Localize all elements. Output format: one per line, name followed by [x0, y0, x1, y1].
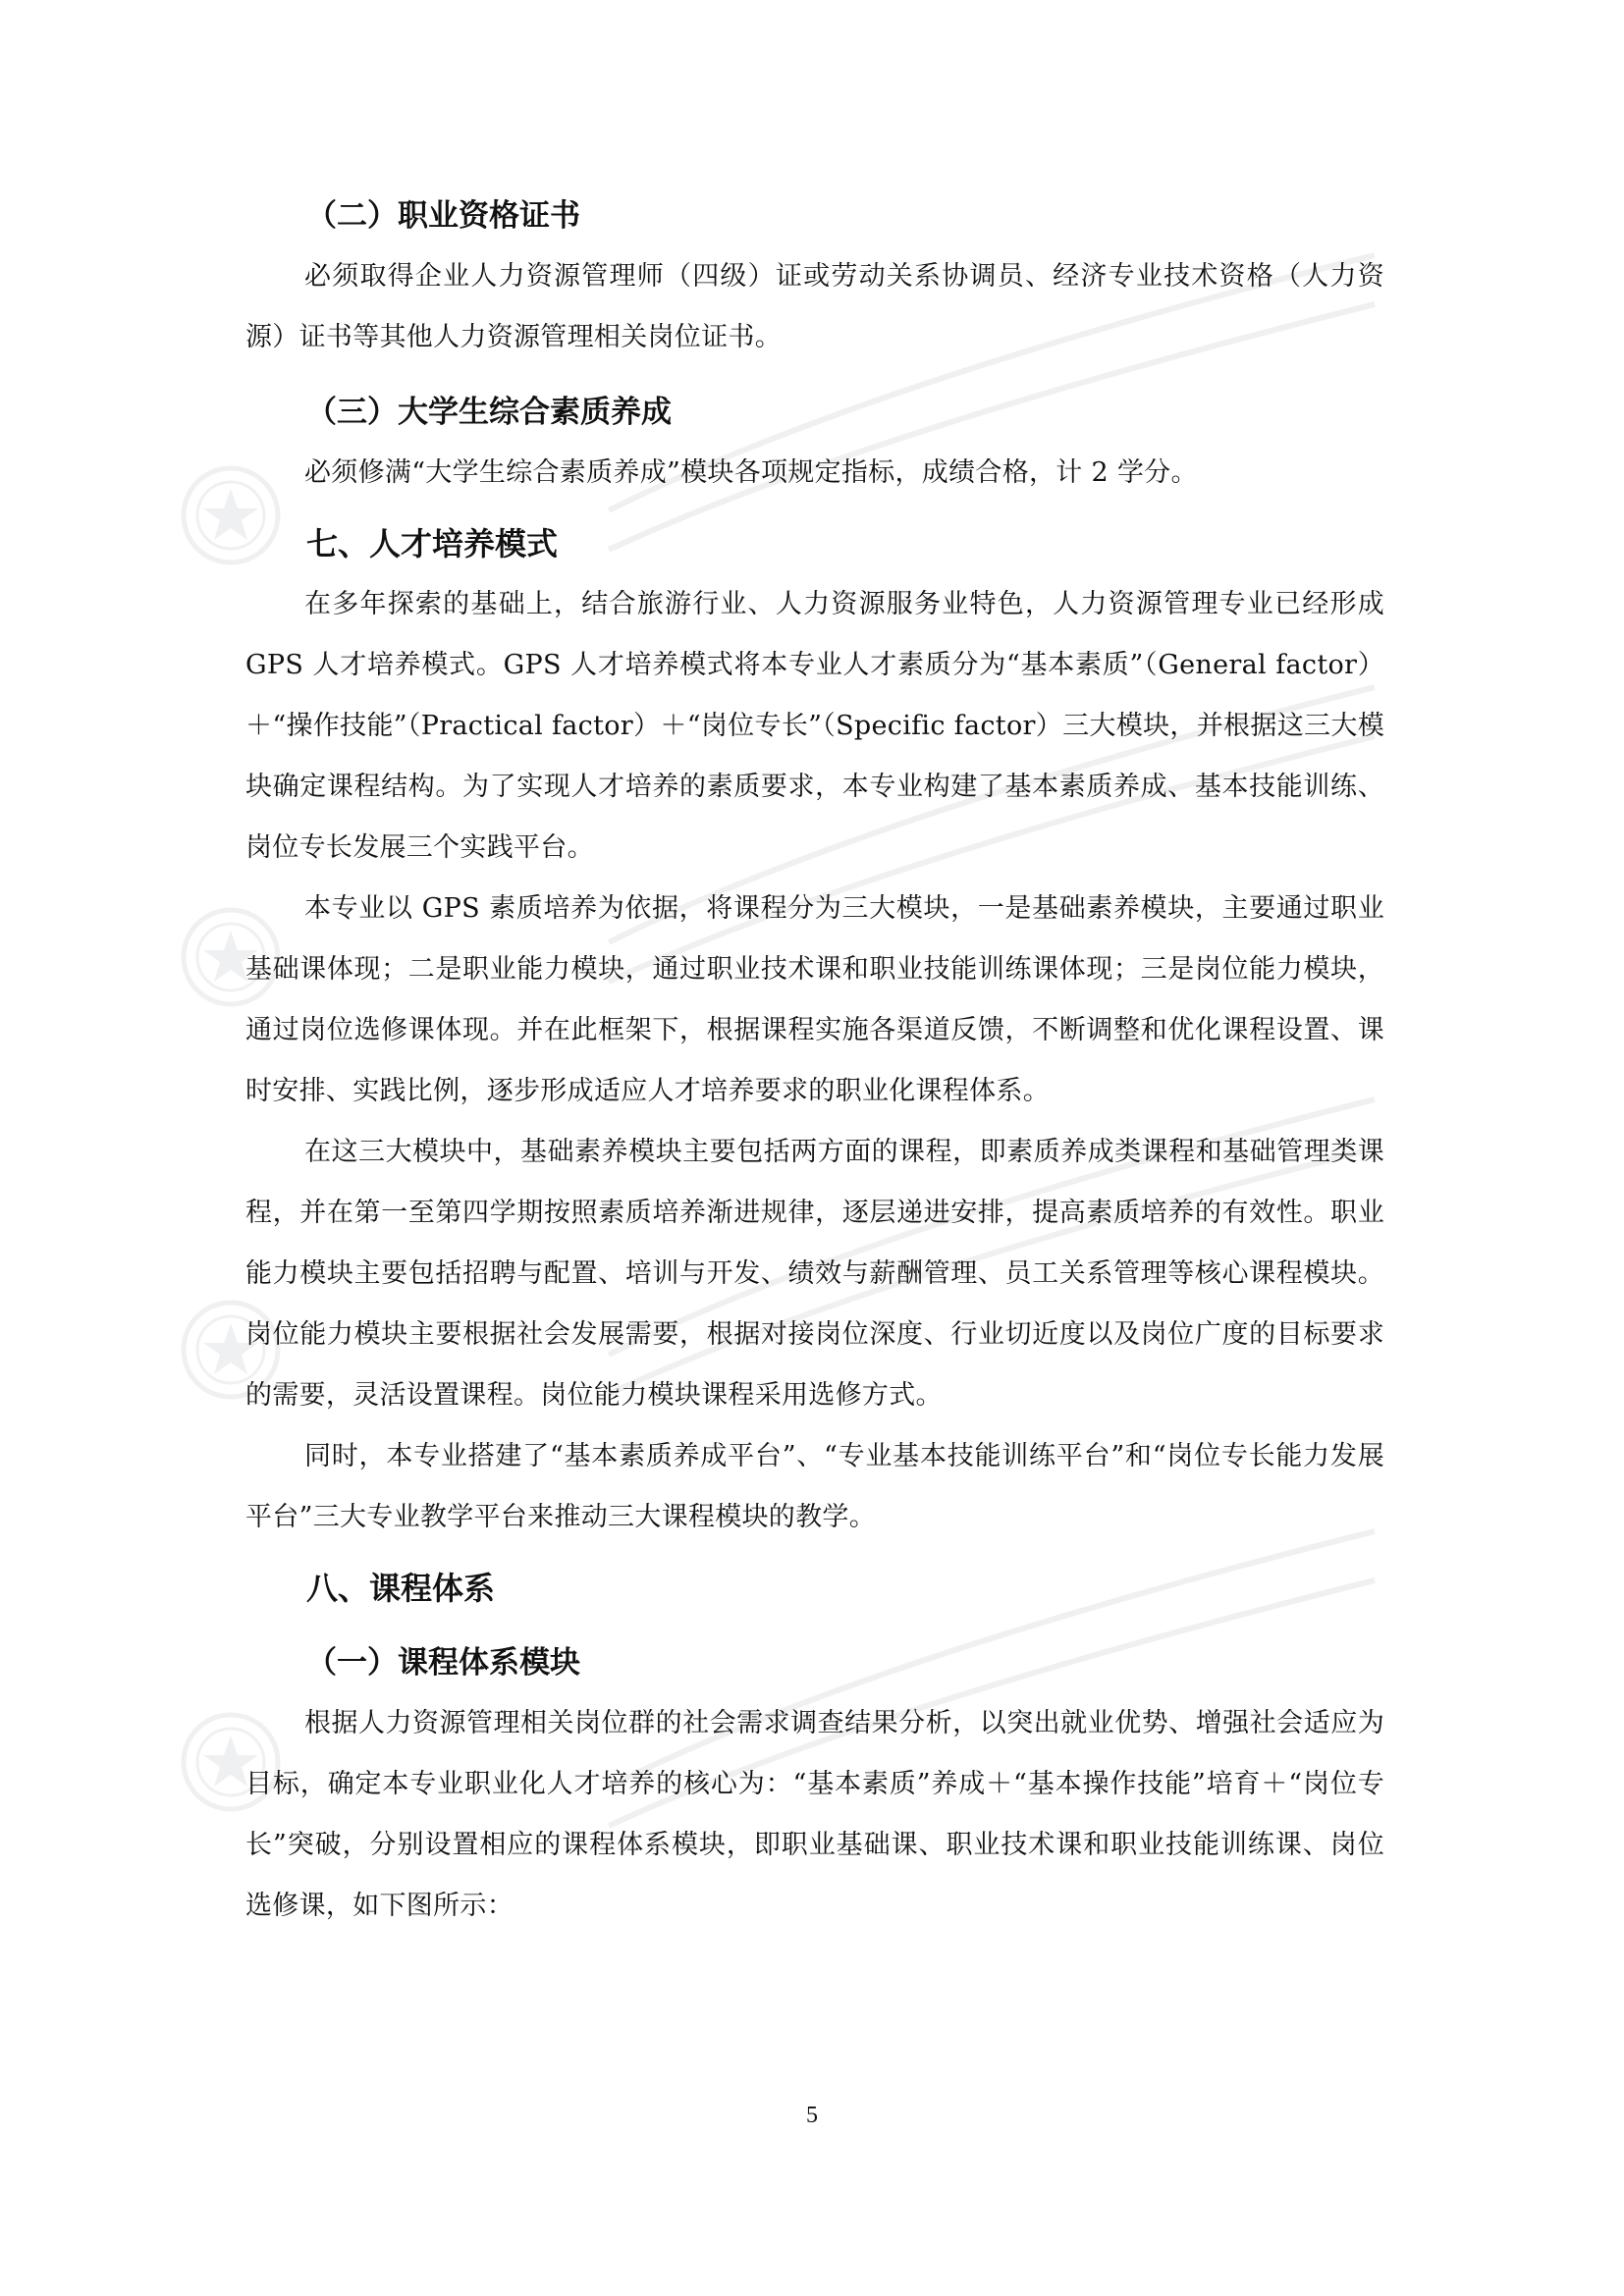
paragraph-curriculum-core: 根据人力资源管理相关岗位群的社会需求调查结果分析，以突出就业优势、增强社会适应为目标，确定本专业职业化人才培养的核心为：“基本素质”养成＋“基本操作技能”培育＋“岗位专长”突破，分别设置相应的课程体系模块，即职业基础课、职业技术课和职业技能训练课、岗位选修课，如下图所示：	[245, 1708, 1384, 1921]
heading-curriculum-modules: （一）课程体系模块	[306, 1645, 580, 1681]
heading-curriculum-system: 八、课程体系	[306, 1570, 496, 1607]
heading-training-mode: 七、人才培养模式	[306, 525, 559, 562]
heading-comprehensive-quality: （三）大学生综合素质养成	[306, 395, 672, 430]
paragraph-platforms: 同时，本专业搭建了“基本素质养成平台”、“专业基本技能训练平台”和“岗位专长能力发展平台”三大专业教学平台来推动三大课程模块的教学。	[245, 1441, 1384, 1532]
paragraph-comprehensive-quality: 必须修满“大学生综合素质养成”模块各项规定指标，成绩合格，计 2 学分。	[304, 457, 1198, 488]
paragraph-gps-mode: 在多年探索的基础上，结合旅游行业、人力资源服务业特色，人力资源管理专业已经形成 GPS 人才培养模式。GPS 人才培养模式将本专业人才素质分为“基本素质”（General factor）＋“操作技能”（Practical factor）＋“岗位专长”（Specific factor）三大模块，并根据这三大模块确定课程结构。为了实现人才培养的素质要求，本专业构建了基本素质养成、基本技能训练、岗位专长发展三个实践平台。	[245, 589, 1384, 863]
paragraph-certificate: 必须取得企业人力资源管理师（四级）证或劳动关系协调员、经济专业技术资格（人力资源）证书等其他人力资源管理相关岗位证书。	[245, 261, 1384, 352]
heading-vocational-certificate: （二）职业资格证书	[306, 198, 580, 234]
page-number: 5	[806, 2103, 818, 2128]
paragraph-module-details: 在这三大模块中，基础素养模块主要包括两方面的课程，即素质养成类课程和基础管理类课程，并在第一至第四学期按照素质培养渐进规律，逐层递进安排，提高素质培养的有效性。职业能力模块主要包括招聘与配置、培训与开发、绩效与薪酬管理、员工关系管理等核心课程模块。岗位能力模块主要根据社会发展需要，根据对接岗位深度、行业切近度以及岗位广度的目标要求的需要，灵活设置课程。岗位能力模块课程采用选修方式。	[245, 1137, 1384, 1411]
document-page	[245, 172, 1384, 1937]
paragraph-course-modules: 本专业以 GPS 素质培养为依据，将课程分为三大模块，一是基础素养模块，主要通过职业基础课体现；二是职业能力模块，通过职业技术课和职业技能训练课体现；三是岗位能力模块，通过岗位选修课体现。并在此框架下，根据课程实施各渠道反馈，不断调整和优化课程设置、课时安排、实践比例，逐步形成适应人才培养要求的职业化课程体系。	[245, 893, 1384, 1106]
